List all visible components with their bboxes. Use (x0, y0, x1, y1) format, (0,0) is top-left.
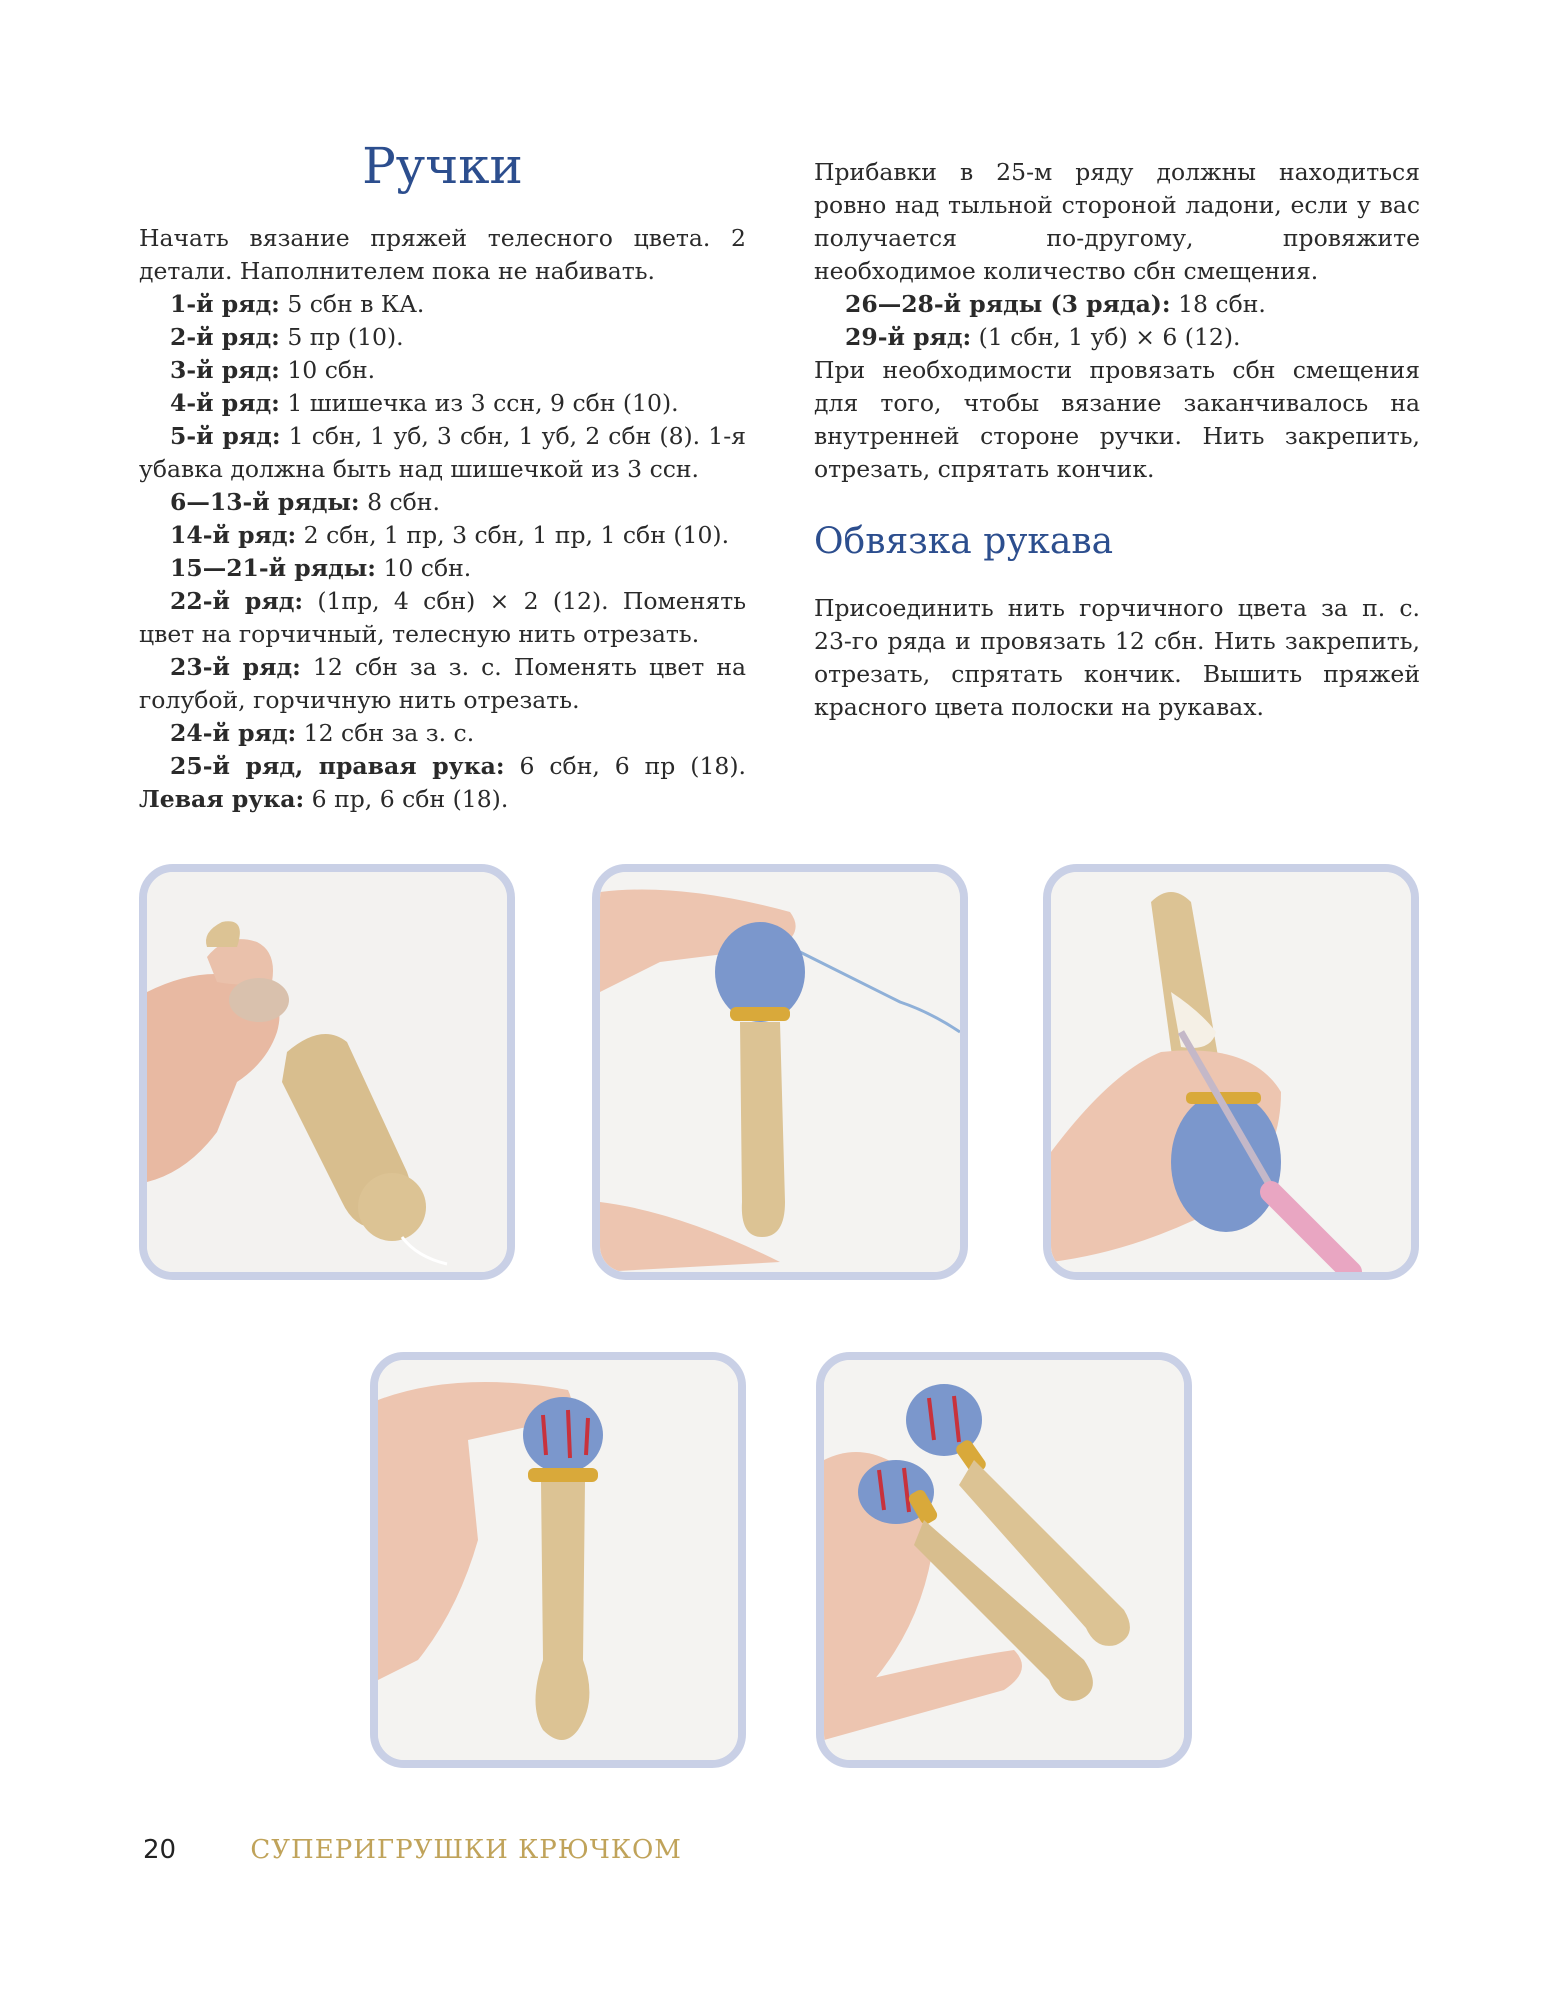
row-label: 5-й ряд: (170, 422, 281, 450)
row-text: 5 пр (10). (279, 323, 404, 351)
row-text: 6 сбн, 6 пр (18). (504, 752, 746, 780)
row-text: 12 сбн за з. с. (296, 719, 475, 747)
row-text: 6 пр, 6 сбн (18). (304, 785, 509, 813)
row-label: 3-й ряд: (170, 356, 280, 384)
page-number: 20 (143, 1835, 177, 1865)
row-text: 1 сбн, 1 уб, 3 сбн, 1 уб, 2 сбн (8). 1-я убавка должна быть над шишечкой из 3 ссн. (139, 422, 746, 483)
row-instruction (139, 420, 746, 486)
left-column (139, 222, 746, 816)
row-instruction (139, 651, 746, 717)
row-instruction (139, 750, 746, 816)
intro-paragraph: Прибавки в 25-м ряду должны находиться ровно над тыльной стороной ладони, если у вас получается по-другому, провяжите необходимое количество сбн смещения. (814, 158, 1420, 285)
step-photo-3 (1043, 864, 1419, 1280)
outro-paragraph: При необходимости провязать сбн смещения для того, чтобы вязание заканчивалось на внутренней стороне ручки. Нить закрепить, отрезать, спрятать кончик. (814, 356, 1420, 483)
row-label: Левая рука: (139, 785, 305, 813)
row-instruction (139, 321, 746, 354)
row-instruction (814, 321, 1420, 354)
row-text: 8 сбн. (359, 488, 440, 516)
photo-crochet-arm-beige (147, 872, 507, 1272)
page-footer (143, 1830, 682, 1870)
row-instruction (814, 288, 1420, 321)
row-text: 2 сбн, 1 пр, 3 сбн, 1 пр, 1 сбн (10). (296, 521, 730, 549)
row-label: 23-й ряд: (170, 653, 301, 681)
row-text: 18 сбн. (1170, 290, 1266, 318)
row-label: 24-й ряд: (170, 719, 297, 747)
row-text: 10 сбн. (375, 554, 472, 582)
row-label: 22-й ряд: (170, 587, 304, 615)
row-instruction (139, 354, 746, 387)
row-label: 25-й ряд, правая рука: (170, 752, 505, 780)
row-label: 2-й ряд: (170, 323, 280, 351)
right-column (814, 156, 1420, 724)
photo-crochet-arm-red-stripes (378, 1360, 738, 1760)
photo-crochet-sleeve-edging (1051, 872, 1411, 1272)
row-text: (1пр, 4 сбн) × 2 (12). Поменять цвет на горчичный, телесную нить отрезать. (139, 587, 746, 648)
row-text: 12 сбн за з. с. Поменять цвет на голубой, горчичную нить отрезать. (139, 653, 746, 714)
row-label: 26—28-й ряды (3 ряда): (845, 290, 1171, 318)
row-label: 29-й ряд: (845, 323, 972, 351)
row-instruction (139, 552, 746, 585)
row-instruction (139, 519, 746, 552)
step-photo-4 (370, 1352, 746, 1768)
running-head: СУПЕРИГРУШКИ КРЮЧКОМ (250, 1835, 682, 1865)
row-instruction (139, 288, 746, 321)
section-title: Ручки (362, 137, 523, 195)
row-label: 15—21-й ряды: (170, 554, 376, 582)
step-photo-1 (139, 864, 515, 1280)
intro-paragraph: Начать вязание пряжей телесного цвета. 2 детали. Наполнителем пока не набивать. (139, 224, 746, 285)
step-photo-2 (592, 864, 968, 1280)
step-photo-5 (816, 1352, 1192, 1768)
photo-two-finished-arms (824, 1360, 1184, 1760)
row-text: (1 сбн, 1 уб) × 6 (12). (971, 323, 1241, 351)
row-text: 10 сбн. (279, 356, 376, 384)
row-instruction (139, 486, 746, 519)
subsection-title: Обвязка рукава (814, 521, 1114, 562)
row-label: 4-й ряд: (170, 389, 280, 417)
row-instruction (139, 585, 746, 651)
row-text: 1 шишечка из 3 ссн, 9 сбн (10). (279, 389, 679, 417)
photo-crochet-arm-blue-sleeve (600, 872, 960, 1272)
row-instruction (139, 717, 746, 750)
row-instruction (139, 387, 746, 420)
row-text: 5 сбн в КА. (279, 290, 425, 318)
sleeve-paragraph: Присоединить нить горчичного цвета за п. с. 23-го ряда и провязать 12 сбн. Нить закрепить, отрезать, спрятать кончик. Вышить пряжей красного цвета полоски на рукавах. (814, 594, 1420, 721)
row-label: 1-й ряд: (170, 290, 280, 318)
row-label: 14-й ряд: (170, 521, 297, 549)
row-label: 6—13-й ряды: (170, 488, 360, 516)
